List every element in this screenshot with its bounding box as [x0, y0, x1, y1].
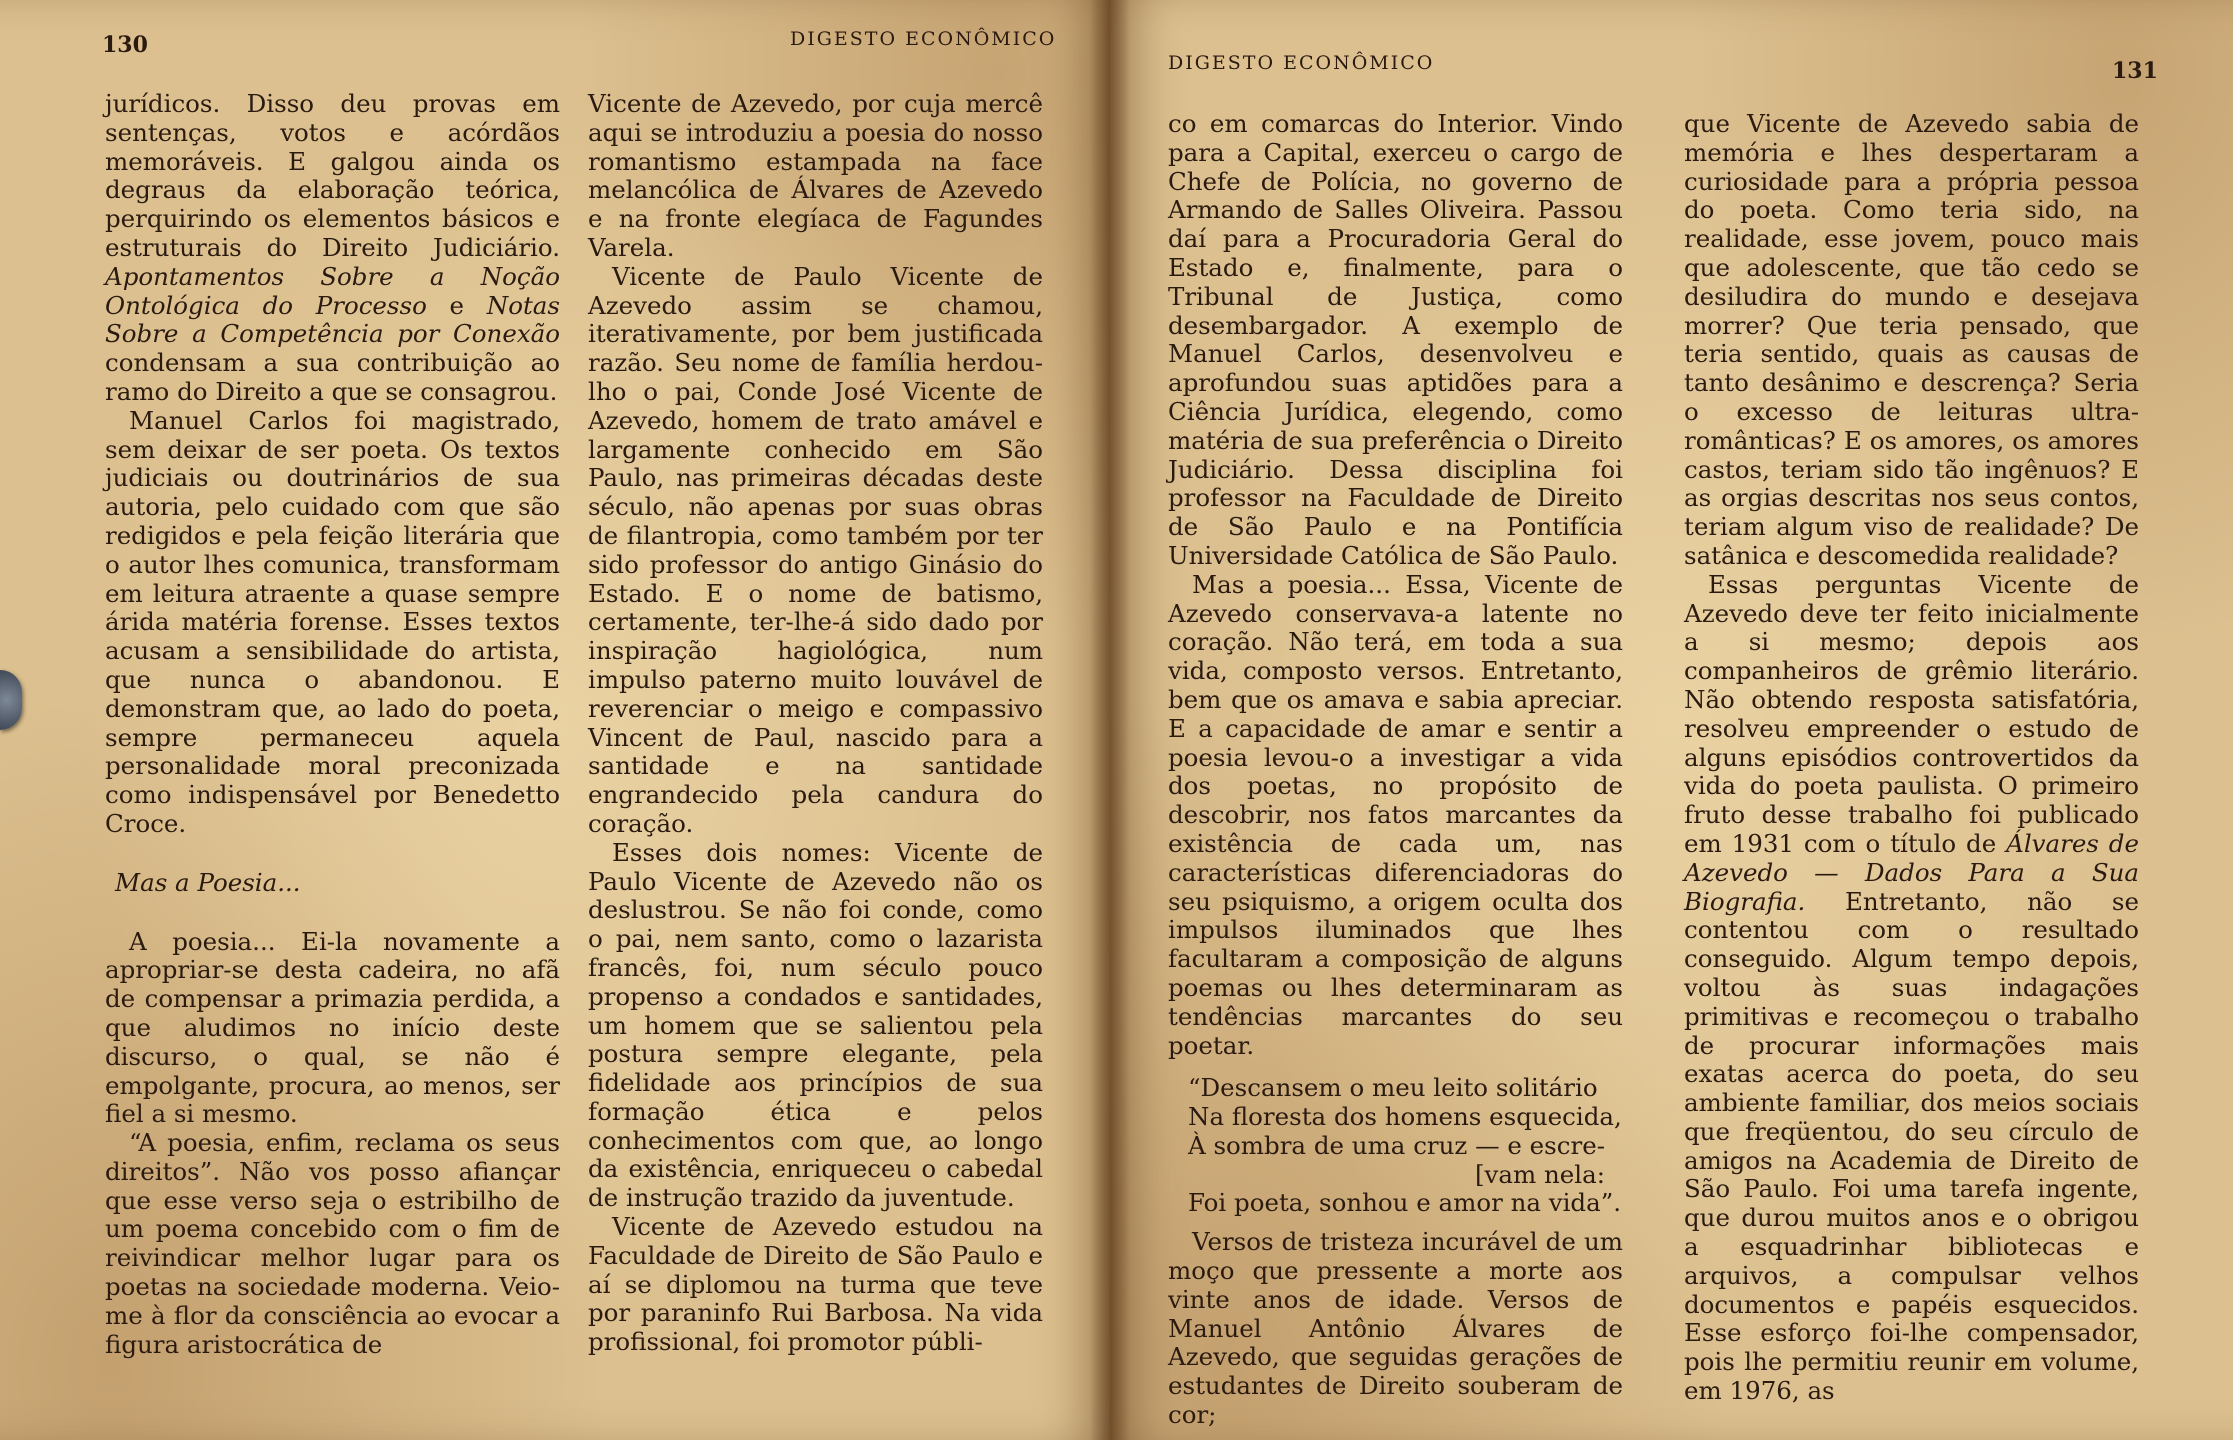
paragraph-text: e [449, 290, 465, 320]
poem-line: Foi poeta, sonhou e amor na vida”. [1188, 1188, 1622, 1218]
section-heading: Mas a Poesia... [115, 867, 301, 897]
page-number: 131 [2112, 58, 2158, 84]
paragraph-text: jurídicos. Disso deu provas em sentenças, votos e acórdãos memoráveis. E galgou ainda os degraus da elaboração teórica, perquirindo os elementos básicos e estruturais do Direito Judiciário. [105, 89, 560, 262]
left-column-1 [105, 90, 560, 1359]
book-gutter [1090, 0, 1130, 1440]
paragraph-text: condensam a sua contribuição ao ramo do Direito a que se consagrou. [105, 348, 560, 406]
poem-quote [1188, 1074, 1623, 1218]
paragraph: Esses dois nomes: Vicente de Paulo Vicente de Azevedo não os deslustrou. Se não foi conde, como o pai, nem santo, como o lazarista francês, foi, num século pouco propenso a condados e santidades, um homem que se salientou pela postura sempre elegante, pela fidelidade aos princípios de sua formação ética e pelos conhecimentos com que, ao longo da existência, enriqueceu o cabedal de instrução trazido da juventude. [588, 837, 1043, 1213]
paragraph: co em comarcas do Interior. Vindo para a Capital, exerceu o cargo de Chefe de Polícia, no governo de Armando de Salles Oliveira. Passou daí para a Procuradoria Geral do Estado e, finalmente, para o Tribunal de Justiça, como desembargador. A exemplo de Manuel Carlos, desenvolveu e aprofundou suas aptidões para a Ciência Jurídica, elegendo, como matéria de sua preferência o Direito Judiciário. Dessa disciplina foi professor na Faculdade de Direito de São Paulo e na Pontifícia Universidade Católica de São Paulo. [1168, 109, 1623, 570]
left-page [0, 0, 1110, 1440]
paragraph [105, 90, 560, 407]
paragraph: que Vicente de Azevedo sabia de memória e lhes despertaram a curiosidade para a própria pessoa do poeta. Como teria sido, na realidade, esse jovem, pouco mais que adolescente, que tão cedo se desiludira do mundo e desejava morrer? Que teria pensado, que teria sentido, quais as causas de tanto desânimo e descrença? Seria o excesso de leituras ultra-românticas? E os amores, os amores castos, teriam sido tão ingênuos? E as orgias descritas nos seus contos, teriam algum viso de realidade? De satânica e descomedida realidade? [1684, 109, 2139, 570]
work-title: Notas Sobre a Competência por Conexão [105, 290, 560, 349]
paragraph-text: Essas perguntas Vicente de Azevedo deve ter feito inicialmente a si mesmo; depois aos companheiros de grêmio literário. Não obtendo resposta satisfatória, resolveu empreender o estudo de alguns episódios controvertidos da vida do poeta paulista. O primeiro fruto desse trabalho foi publicado em 1931 com o título de [1684, 569, 2139, 858]
paragraph-text: Entretanto, não se contentou com o resultado conseguido. Algum tempo depois, voltou às suas indagações primitivas e recomeçou o trabalho de procurar informações mais exatas acerca do poeta, do seu ambiente familiar, dos meios sociais que freqüentou, do seu círculo de amigos na Academia de Direito de São Paulo. Foi uma tarefa ingente, que durou muitos anos e o obrigou a esquadrinhar bibliotecas e arquivos, a compulsar velhos documentos e papéis esquecidos. Esse esforço foi-lhe compensador, pois lhe permitiu reunir em volume, em 1976, as [1684, 886, 2139, 1406]
poem-line: Na floresta dos homens esquecida, [1188, 1102, 1622, 1132]
poem-line: À sombra de uma cruz — e escre- [1188, 1130, 1605, 1160]
right-column-2 [1684, 110, 2139, 1406]
poem-line: “Descansem o meu leito solitário [1188, 1073, 1598, 1103]
paragraph: Mas a poesia... Essa, Vicente de Azevedo conservava-a latente no coração. Não terá, em toda a sua vida, composto versos. Entretanto, bem que os amava e sabia apreciar. E a capacidade de amar e sentir a poesia levou-o a investigar a vida dos poetas, no propósito de descobrir, nos fatos marcantes da existência de cada um, nas características diferenciadoras do seu psiquismo, a origem oculta dos impulsos iluminados que lhes facultaram a composição de alguns poemas ou lhes determinaram as tendências marcantes do seu poetar. [1168, 569, 1623, 1060]
paragraph [1684, 571, 2139, 1406]
binder-punch [0, 670, 22, 730]
paragraph: Versos de tristeza incurável de um moço que pressente a morte aos vinte anos de idade. Versos de Manuel Antônio Álvares de Azevedo, que seguidas gerações de estudantes de Direito souberam de cor; [1168, 1227, 1623, 1430]
paragraph: Vicente de Azevedo, por cuja mercê aqui se introduziu a poesia do nosso romantismo estampada na face melancólica de Álvares de Azevedo e na fronte elegíaca de Fagundes Varela. [588, 89, 1043, 262]
poem-line: [vam nela: [1474, 1159, 1605, 1189]
paragraph: Vicente de Paulo Vicente de Azevedo assim se chamou, iterativamente, por bem justificada razão. Seu nome de família herdou-lho o pai, Conde José Vicente de Azevedo, homem de trato amável e largamente conhecido em São Paulo, nas primeiras décadas deste século, não apenas por suas obras de filantropia, como também por ter sido professor do antigo Ginásio do Estado. E o nome de batismo, certamente, ter-lhe-á sido dado por inspiração hagiológica, num impulso paterno muito louvável de reverenciar o meigo e compassivo Vincent de Paul, nascido para a santidade e na santidade engrandecido pela candura do coração. [588, 261, 1043, 838]
page-number: 130 [102, 32, 148, 58]
left-column-2 [588, 90, 1043, 1357]
right-column-1 [1168, 110, 1623, 1430]
running-head: DIGESTO ECONÔMICO [1168, 52, 1435, 74]
paragraph: Manuel Carlos foi magistrado, sem deixar de ser poeta. Os textos judiciais ou doutrinários de sua autoria, pelo cuidado com que são redigidos e pela feição literária que o autor lhes comunica, transformam em leitura atraente a quase sempre árida matéria forense. Esses textos acusam a sensibilidade do artista, que nunca o abandonou. E demonstram que, ao lado do poeta, sempre permaneceu aquela personalidade moral preconizada como indispensável por Benedetto Croce. [105, 405, 560, 838]
work-title: Apontamentos Sobre a Noção Ontológica do Processo [105, 261, 560, 320]
paragraph: Vicente de Azevedo estudou na Faculdade de Direito de São Paulo e aí se diplomou na turma que teve por paraninfo Rui Barbosa. Na vida profissional, foi promotor públi- [588, 1212, 1043, 1357]
paragraph: A poesia... Ei-la novamente a apropriar-se desta cadeira, no afã de compensar a primazia perdida, a que aludimos no início deste discurso, o qual, se não é empolgante, procura, ao menos, ser fiel a si mesmo. [105, 926, 560, 1129]
running-head: DIGESTO ECONÔMICO [790, 28, 1057, 50]
right-page [1110, 0, 2233, 1440]
paragraph: “A poesia, enfim, reclama os seus direitos”. Não vos posso afiançar que esse verso seja o estribilho de um poema concebido com o fim de reivindicar melhor lugar para os poetas na sociedade moderna. Veio-me à flor da consciência ao evocar a figura aristocrática de [105, 1128, 560, 1359]
work-title: Álvares de Azevedo — Dados Para a Sua Biografia. [1684, 828, 2139, 916]
